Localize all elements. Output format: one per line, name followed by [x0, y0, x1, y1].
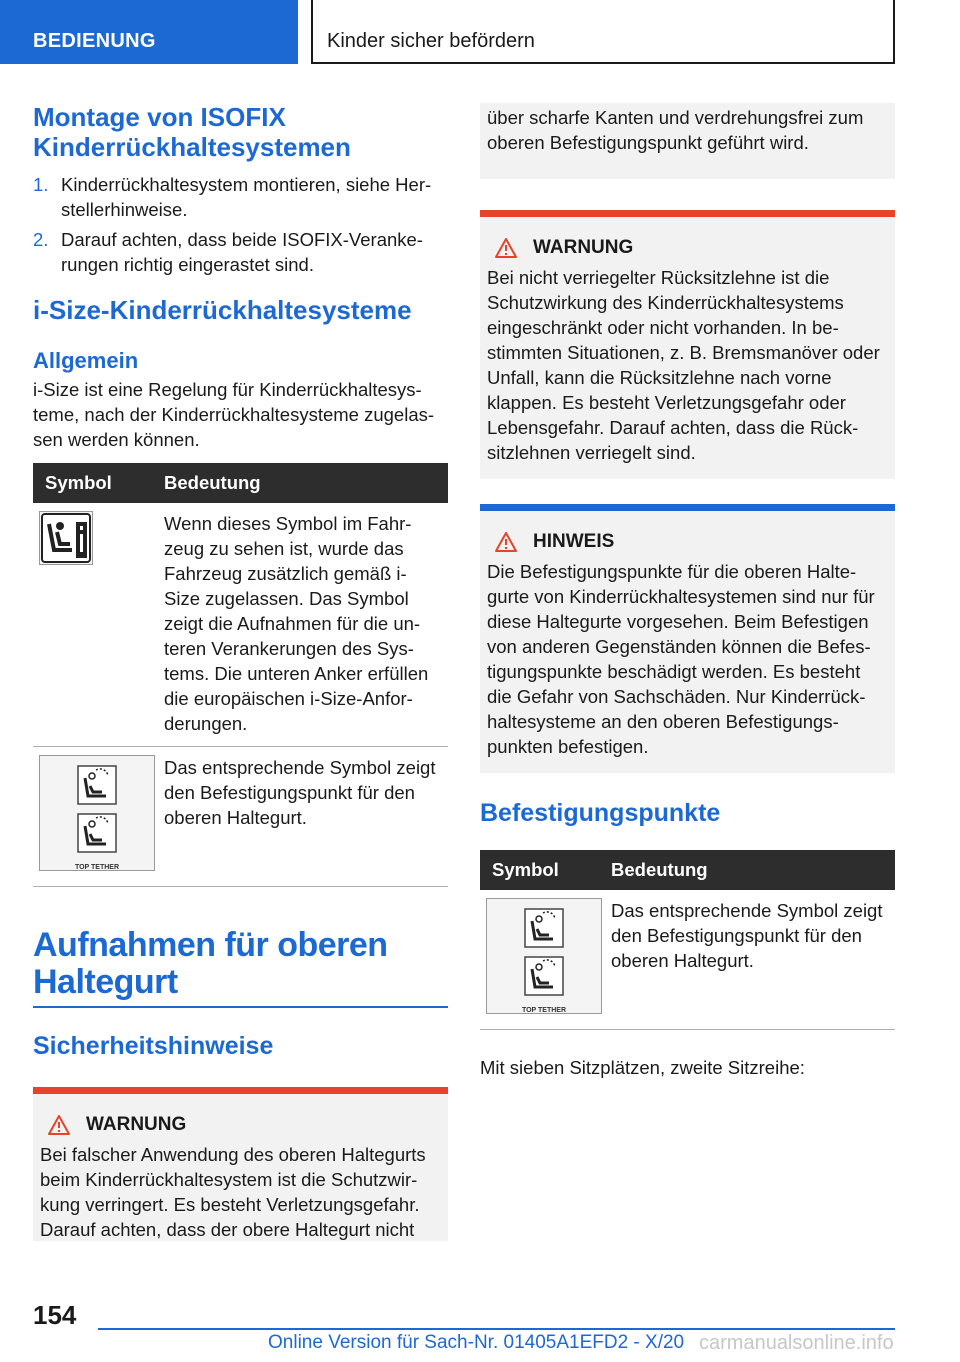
- table-header-symbol: Symbol: [480, 850, 603, 890]
- isize-child-seat-icon: [39, 511, 93, 565]
- page-number: 154: [33, 1300, 77, 1330]
- table-cell-meaning: Das entsprechende Symbol zeigt den Befestigungspunkt für den oberen Haltegurt.: [156, 747, 448, 887]
- top-tether-icon: [486, 898, 602, 1014]
- seats-text: Mit sieben Sitzplätzen, zweite Sitzreihe:: [480, 1057, 805, 1078]
- continued-warning-text: über scharfe Kanten und verdrehungsfrei zum oberen Befestigungspunkt geführt wird.: [480, 103, 895, 179]
- isize-heading: i-Size-Kinderrückhaltesysteme: [33, 295, 412, 325]
- table-header-meaning: Bedeutung: [603, 850, 895, 890]
- table-row: [33, 503, 448, 747]
- footer-divider: [98, 1328, 895, 1330]
- table-row: [33, 747, 448, 887]
- warning-box-tether: [33, 1087, 448, 1241]
- table-row: [480, 890, 895, 1030]
- left-column: [33, 102, 448, 1241]
- isofix-steps: [33, 172, 448, 277]
- warning-text: Bei falscher Anwendung des oberen Haltegurts beim Kinderrückhaltesystem ist die Schutzwir-kung verringert. Es besteht Verletzungsgefahr. Darauf achten, dass der obere Haltegurt nicht: [40, 1144, 426, 1240]
- warning-text: Bei nicht verriegelter Rücksitzlehne ist die Schutzwirkung des Kinderrückhaltesystems eingeschränkt oder nicht vorhanden. In be-stimmten Situationen, z. B. Bremsmanöver oder Unfall, kann die Rücksitzlehne nach vorne klappen. Es besteht Verletzungsgefahr oder Lebensgefahr. Darauf achten, dass die Rück-sitzlehnen verriegelt sind.: [487, 267, 880, 463]
- right-column: [480, 102, 895, 1080]
- general-text: i-Size ist eine Regelung für Kinderrückhaltesys-teme, nach der Kinderrückhaltesysteme zugelas-sen werden können.: [33, 379, 435, 450]
- section-divider: [33, 1006, 448, 1008]
- table-header-symbol: Symbol: [33, 463, 156, 503]
- top-tether-icon: [39, 755, 155, 871]
- warning-label: WARNUNG: [533, 237, 634, 258]
- footer-online-version: Online Version für Sach-Nr. 01405A1EFD2 - X/20: [268, 1332, 685, 1353]
- header-chapter-title: Kinder sicher befördern: [311, 0, 895, 64]
- table-header-meaning: Bedeutung: [156, 463, 448, 503]
- hint-label: HINWEIS: [533, 531, 615, 552]
- warning-triangle-icon: [495, 238, 517, 258]
- isize-symbol-table: [33, 463, 448, 887]
- hint-box: [480, 504, 895, 773]
- table-cell-meaning: Das entsprechende Symbol zeigt den Befestigungspunkt für den oberen Haltegurt.: [603, 890, 895, 1030]
- top-tether-caption: TOP TETHER: [74, 864, 120, 871]
- hint-triangle-icon: [495, 532, 517, 552]
- list-item: 1. Kinderrückhaltesystem montieren, siehe Her-stellerhinweise.: [33, 174, 432, 220]
- table-cell-meaning: Wenn dieses Symbol im Fahr-zeug zu sehen ist, wurde das Fahrzeug zusätzlich gemäß i-Size zugelassen. Das Symbol zeigt die Aufnahmen für die un-teren Verankerungen des Sys-tems. Die unteren Anker erfüllen die europäischen i-Size-Anfor-derungen.: [156, 503, 448, 747]
- warning-label: WARNUNG: [86, 1114, 187, 1135]
- list-item: 2. Darauf achten, dass beide ISOFIX-Veranke-rungen richtig eingerastet sind.: [33, 229, 423, 275]
- tether-heading: Aufnahmen für oberen Haltegurt: [33, 926, 388, 1001]
- general-heading: Allgemein: [33, 348, 139, 373]
- safety-heading: Sicherheitshinweise: [33, 1032, 274, 1060]
- warning-triangle-icon: [48, 1115, 70, 1135]
- warning-box-backrest: [480, 210, 895, 479]
- hint-text: Die Befestigungspunkte für die oberen Halte-gurte von Kinderrückhaltesystemen sind nur für diese Haltegurte vorgesehen. Beim Befestigen von anderen Gegenständen können die Befes-tigungspunkte beschädigt werden. Es besteht die Gefahr von Sachschäden. Nur Kinderrück-haltesysteme an den oberen Befestigungs-punkten befestigen.: [487, 561, 875, 757]
- points-heading: Befestigungspunkte: [480, 799, 721, 827]
- header-section-label: BEDIENUNG: [0, 0, 298, 64]
- isofix-heading: Montage von ISOFIX Kinderrückhaltesystemen: [33, 102, 351, 162]
- top-tether-caption: TOP TETHER: [521, 1007, 567, 1014]
- watermark: carmanualsonline.info: [699, 1332, 894, 1354]
- points-symbol-table: [480, 850, 895, 1030]
